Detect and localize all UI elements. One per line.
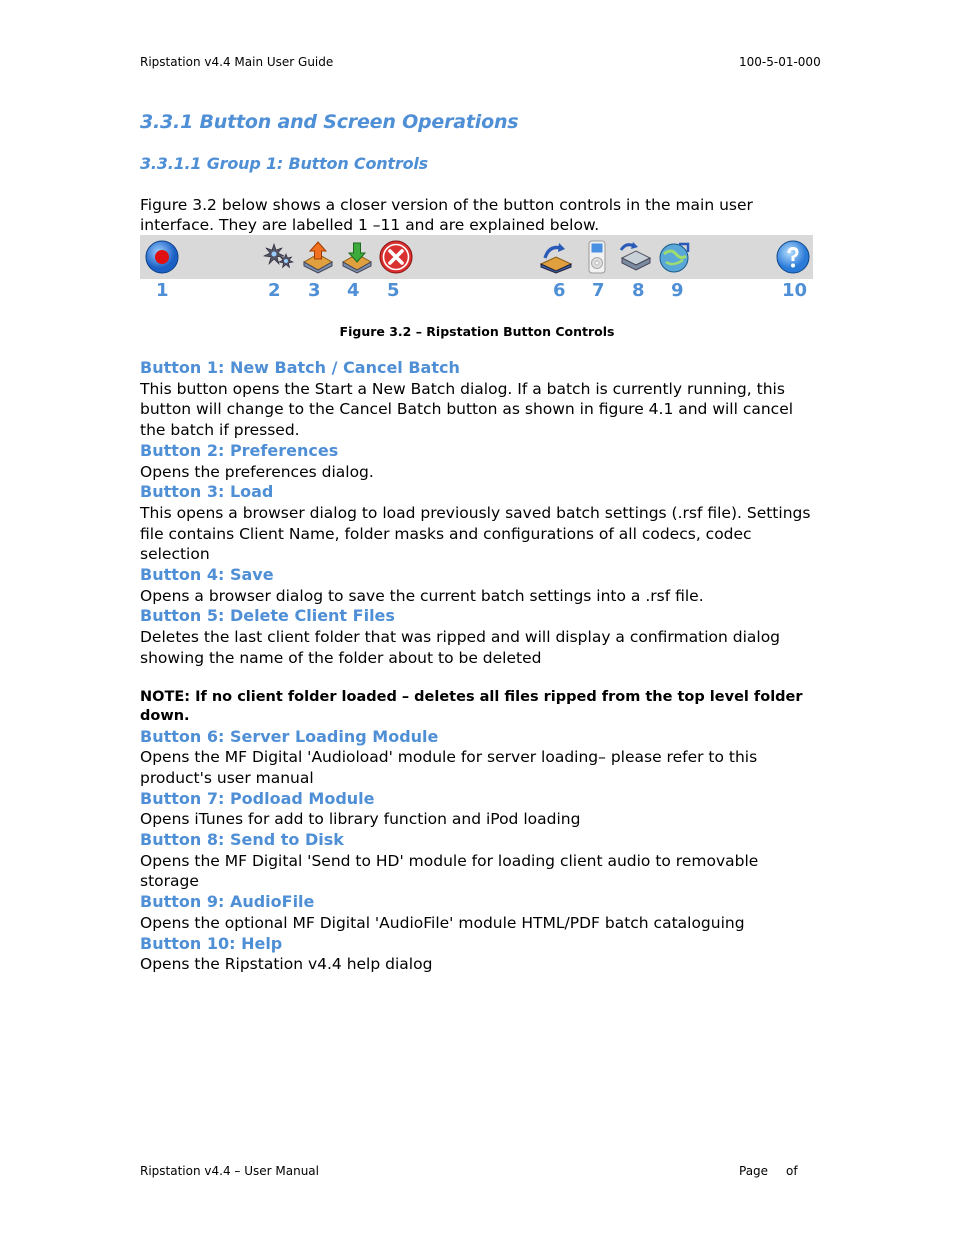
- button-7-heading: Button 7: Podload Module: [140, 788, 375, 808]
- button-5-heading: Button 5: Delete Client Files: [140, 606, 395, 626]
- header-right: 100-5-01-000: [739, 55, 821, 69]
- section-title: 3.3.1 Button and Screen Operations: [140, 111, 519, 133]
- button-1-heading: Button 1: New Batch / Cancel Batch: [140, 358, 460, 377]
- toolbar-number-6: 6: [553, 280, 566, 301]
- button-2-heading: Button 2: Preferences: [140, 440, 339, 460]
- button-1-text: This button opens the Start a New Batch dialog. If a batch is currently running, this button will change to the Cancel Batch button as shown in figure 4.1 and will cancel the batch if pressed.: [140, 379, 794, 440]
- delete-x-icon[interactable]: [379, 240, 413, 274]
- toolbar-number-4: 4: [347, 280, 360, 301]
- button-3-heading: Button 3: Load: [140, 482, 274, 502]
- button-descriptions: [140, 358, 820, 975]
- button-controls-toolbar: [140, 235, 813, 279]
- toolbar-number-3: 3: [308, 280, 321, 301]
- button-9-heading: Button 9: AudioFile: [140, 892, 315, 912]
- toolbar-number-8: 8: [632, 280, 645, 301]
- toolbar-number-2: 2: [268, 280, 281, 301]
- button-10-heading: Button 10: Help: [140, 933, 283, 953]
- button-6-text: Opens the MF Digital 'Audioload' module for server loading– please refer to this product's user manual: [140, 748, 758, 787]
- button-7-text: Opens iTunes for add to library function and iPod loading: [140, 810, 581, 829]
- gear-sparkle-icon[interactable]: [262, 240, 296, 274]
- button-10-text: Opens the Ripstation v4.4 help dialog: [140, 955, 433, 974]
- button-8-text: Opens the MF Digital 'Send to HD' module for loading client audio to removable storage: [140, 851, 759, 891]
- intro-paragraph: Figure 3.2 below shows a closer version of the button controls in the main user interface. They are labelled 1 –11 and are explained below.: [140, 196, 753, 234]
- record-icon[interactable]: [145, 240, 179, 274]
- button-4-text: Opens a browser dialog to save the current batch settings into a .rsf file.: [140, 586, 704, 605]
- footer-page-label: Page: [739, 1164, 769, 1178]
- note-text: NOTE: If no client folder loaded – deletes all files ripped from the top level folder down.: [140, 688, 803, 725]
- button-5-text: Deletes the last client folder that was ripped and will display a confirmation dialog showing the name of the folder about to be deleted: [140, 628, 781, 667]
- footer-left: Ripstation v4.4 – User Manual: [140, 1164, 319, 1178]
- toolbar-number-1: 1: [156, 280, 169, 301]
- toolbar-number-9: 9: [671, 280, 684, 301]
- subsection-title: 3.3.1.1 Group 1: Button Controls: [140, 154, 428, 173]
- help-icon[interactable]: [776, 240, 810, 274]
- button-3-text: This opens a browser dialog to load previously saved batch settings (.rsf file). Settings file contains Client Name, folder masks and configurations of all codecs, codec selection: [140, 503, 811, 564]
- audiofile-icon[interactable]: [657, 240, 691, 274]
- toolbar-number-5: 5: [387, 280, 400, 301]
- button-8-heading: Button 8: Send to Disk: [140, 830, 344, 850]
- toolbar-number-7: 7: [592, 280, 605, 301]
- load-upload-icon[interactable]: [301, 240, 335, 274]
- button-6-heading: Button 6: Server Loading Module: [140, 726, 439, 746]
- server-load-icon[interactable]: [539, 240, 573, 274]
- button-9-text: Opens the optional MF Digital 'AudioFile' module HTML/PDF batch cataloguing: [140, 913, 745, 932]
- figure-caption: Figure 3.2 – Ripstation Button Controls: [339, 324, 615, 339]
- button-4-heading: Button 4: Save: [140, 565, 274, 585]
- toolbar-number-10: 10: [782, 280, 808, 301]
- button-2-text: Opens the preferences dialog.: [140, 462, 374, 481]
- send-disk-icon[interactable]: [618, 240, 652, 274]
- ipod-icon[interactable]: [580, 240, 614, 274]
- save-download-icon[interactable]: [340, 240, 374, 274]
- footer-of-label: of: [786, 1164, 798, 1178]
- header-left: Ripstation v4.4 Main User Guide: [140, 55, 334, 69]
